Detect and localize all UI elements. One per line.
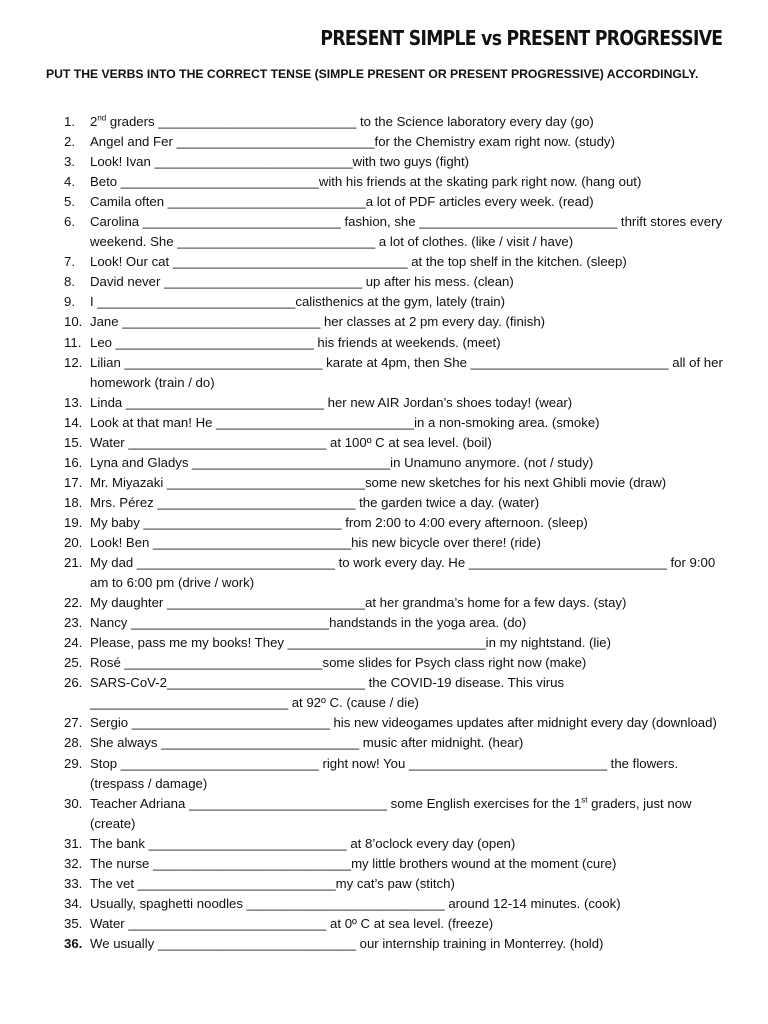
item-number: 17. [64,474,83,490]
item-number: 18. [64,494,83,510]
exercise-item [64,713,724,733]
exercise-item [64,433,724,453]
item-text: Lilian ___________________________ karate at 4pm, then She ___________________________ all of her homework (train / do) [90,354,723,390]
item-number: 5. [64,194,75,210]
exercise-item [64,453,724,473]
exercise-item [64,593,724,613]
item-number: 16. [64,454,83,470]
item-text: Water ___________________________ at 100º C at sea level. (boil) [90,434,492,450]
item-text: Usually, spaghetti noodles ___________________________ around 12-14 minutes. (cook) [90,895,621,911]
instructions: PUT THE VERBS INTO THE CORRECT TENSE (SIMPLE PRESENT OR PRESENT PROGRESSIVE) ACCORDINGLY. [46,67,699,81]
item-number: 34. [64,895,83,911]
item-number: 30. [64,795,83,811]
exercise-item [64,252,724,272]
item-text: Sergio ___________________________ his new videogames updates after midnight every day (download) [90,715,717,731]
exercise-item [64,413,724,433]
exercise-item [64,132,724,152]
exercise-item [64,353,724,393]
item-text: Angel and Fer ___________________________for the Chemistry exam right now. (study) [90,134,615,150]
item-text: Stop ___________________________ right now! You ___________________________ the flowers. (trespass / damage) [90,755,679,791]
item-number: 21. [64,555,83,571]
item-text: The vet ___________________________my cat’s paw (stitch) [90,875,455,891]
exercise-item [64,493,724,513]
item-text: The bank ___________________________ at 8’oclock every day (open) [90,835,516,851]
exercise-item [64,874,724,894]
exercise-item [64,834,724,854]
item-number: 29. [64,755,83,771]
item-number: 10. [64,314,83,330]
item-number: 26. [64,675,83,691]
exercise-item [64,473,724,493]
item-number: 15. [64,434,83,450]
item-number: 4. [64,174,75,190]
exercise-item [64,333,724,353]
item-text: Look! Ben ___________________________his new bicycle over there! (ride) [90,534,541,550]
exercise-item [64,633,724,653]
item-number: 13. [64,394,83,410]
exercise-item [64,854,724,874]
exercise-item [64,112,724,132]
exercise-item [64,152,724,172]
item-text: Teacher Adriana ___________________________ some English exercises for the 1st graders, just now (create) [90,795,692,831]
item-number: 1. [64,114,75,129]
item-number: 28. [64,735,83,751]
item-text: Lyna and Gladys ___________________________in Unamuno anymore. (not / study) [90,454,594,470]
item-text: David never ___________________________ up after his mess. (clean) [90,274,514,290]
exercise-item [64,613,724,633]
exercise-item [64,513,724,533]
item-text: The nurse ___________________________my little brothers wound at the moment (cure) [90,855,617,871]
exercise-item [64,212,724,252]
item-number: 36. [64,935,83,951]
exercise-item [64,172,724,192]
item-text: SARS-CoV-2___________________________ the COVID-19 disease. This virus ___________________________ at 92º C. (cause / die) [90,675,565,711]
item-number: 11. [64,334,82,350]
item-number: 8. [64,274,75,290]
item-number: 3. [64,154,75,170]
exercise-item [64,934,724,954]
item-number: 24. [64,635,83,651]
item-text: I ___________________________calisthenics at the gym, lately (train) [90,294,505,310]
exercise-item [64,312,724,332]
item-text: Rosé ___________________________some slides for Psych class right now (make) [90,655,587,671]
item-text: My daughter ___________________________at her grandma’s home for a few days. (stay) [90,595,627,611]
item-number: 23. [64,615,83,631]
item-text: Mrs. Pérez ___________________________ the garden twice a day. (water) [90,494,540,510]
item-text: Look! Ivan ___________________________with two guys (fight) [90,154,470,170]
item-text: She always ___________________________ music after midnight. (hear) [90,735,524,751]
exercise-item [64,914,724,934]
item-number: 2. [64,134,75,150]
item-number: 25. [64,655,83,671]
item-number: 20. [64,534,83,550]
item-text: Carolina ___________________________ fashion, she ___________________________ thrift stores every weekend. She ___________________________ a lot of clothes. (like / visit / have) [90,214,723,250]
exercise-item [64,653,724,673]
item-text: Please, pass me my books! They ___________________________in my nightstand. (lie) [90,635,612,651]
item-text: Look! Our cat ________________________________ at the top shelf in the kitchen. (sleep) [90,254,627,270]
page-title: PRESENT SIMPLE vs PRESENT PROGRESSIVE [320,26,722,50]
item-text: My dad ___________________________ to work every day. He ___________________________ for 9:00 am to 6:00 pm (drive / work) [90,555,716,591]
item-number: 33. [64,875,83,891]
item-text: Nancy ___________________________handstands in the yoga area. (do) [90,615,527,631]
item-number: 22. [64,595,83,611]
exercise-item [64,754,724,794]
item-number: 14. [64,414,83,430]
item-text: We usually ___________________________ our internship training in Monterrey. (hold) [90,935,604,951]
item-number: 12. [64,354,83,370]
item-number: 31. [64,835,83,851]
item-number: 27. [64,715,83,731]
item-text: Water ___________________________ at 0º C at sea level. (freeze) [90,915,494,931]
item-number: 9. [64,294,75,310]
exercise-item [64,894,724,914]
item-text: Camila often ___________________________a lot of PDF articles every week. (read) [90,194,594,210]
item-number: 19. [64,514,83,530]
exercise-item [64,393,724,413]
item-text: My baby ___________________________ from 2:00 to 4:00 every afternoon. (sleep) [90,514,588,530]
item-text: Look at that man! He ___________________________in a non-smoking area. (smoke) [90,414,600,430]
item-text: 2nd graders ___________________________ to the Science laboratory every day (go) [90,113,594,129]
exercise-item [64,794,724,834]
exercise-item [64,292,724,312]
item-text: Mr. Miyazaki ___________________________some new sketches for his next Ghibli movie (draw) [90,474,667,490]
exercise-item [64,553,724,593]
exercise-item [64,673,724,713]
exercise-item [64,533,724,553]
item-number: 35. [64,915,83,931]
item-number: 32. [64,855,83,871]
item-text: Beto ___________________________with his friends at the skating park right now. (hang out) [90,174,642,190]
item-number: 6. [64,214,75,230]
item-text: Jane ___________________________ her classes at 2 pm every day. (finish) [90,314,546,330]
item-text: Leo ___________________________ his friends at weekends. (meet) [90,334,501,350]
exercise-list [64,112,724,954]
item-text: Linda ___________________________ her new AIR Jordan’s shoes today! (wear) [90,394,573,410]
exercise-item [64,272,724,292]
exercise-item [64,733,724,753]
item-number: 7. [64,254,75,270]
exercise-item [64,192,724,212]
